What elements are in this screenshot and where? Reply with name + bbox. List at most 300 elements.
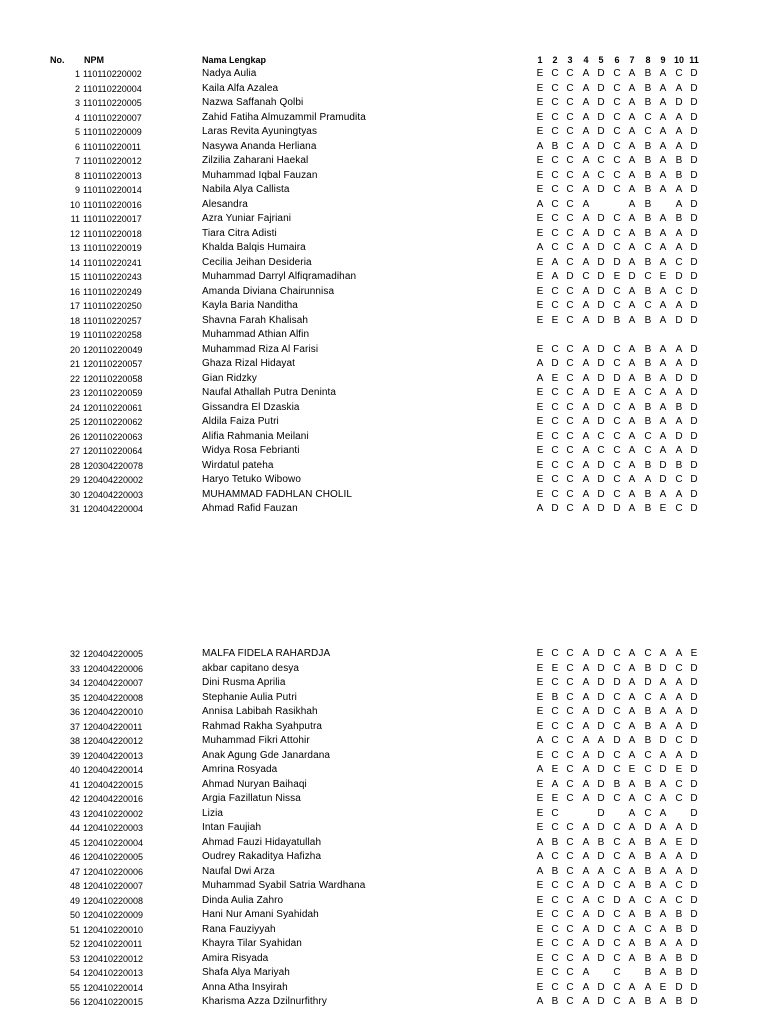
answer-q10: B [675, 401, 683, 413]
question-header-3: 3 [567, 55, 573, 65]
answer-q5: D [597, 372, 605, 384]
table-row [0, 488, 768, 503]
answer-q2: E [551, 662, 559, 674]
row-name: Amanda Diviana Chairunnisa [202, 285, 335, 297]
question-header-2: 2 [552, 55, 558, 65]
answer-q7: A [628, 503, 636, 514]
row-name: MALFA FIDELA RAHARDJA [202, 648, 331, 659]
answer-q6: C [613, 242, 621, 253]
row-number: 30 [69, 489, 80, 500]
answer-q7: A [628, 126, 636, 137]
answer-q2: C [551, 749, 559, 761]
answer-q4: A [582, 764, 590, 775]
answer-q2: C [551, 169, 559, 181]
table-row [0, 720, 768, 735]
table-row [0, 372, 768, 387]
answer-q1: A [536, 865, 544, 877]
answer-q7: A [628, 416, 636, 427]
answer-q4: A [582, 314, 590, 326]
row-npm: 120410220002 [83, 808, 144, 819]
answer-q10: A [675, 343, 683, 355]
table-row [0, 198, 768, 213]
answer-q8: B [644, 401, 652, 413]
answer-q4: A [582, 242, 590, 253]
answer-q1: E [536, 430, 544, 442]
answer-q1: A [536, 735, 544, 746]
answer-q9: A [659, 894, 667, 906]
answer-q4: A [582, 169, 590, 181]
answer-q11: D [690, 140, 698, 152]
answer-q8: B [644, 996, 652, 1007]
row-npm: 120410220012 [83, 953, 144, 964]
answer-q6: D [613, 503, 621, 514]
answer-q5: D [597, 822, 605, 833]
answer-q2: C [551, 909, 559, 920]
answer-q11: D [690, 459, 698, 471]
answer-q2: C [551, 952, 559, 964]
answer-q3: C [566, 372, 574, 384]
answer-q10: B [675, 169, 683, 181]
table-row [0, 183, 768, 198]
answer-q5: D [597, 285, 605, 297]
answer-q2: C [551, 807, 559, 819]
row-name: Muhammad Riza Al Farisi [202, 343, 319, 355]
row-npm: 110110220014 [83, 185, 142, 195]
row-npm: 110110220012 [83, 156, 142, 166]
answer-q11: D [690, 735, 698, 746]
answer-q7: A [628, 227, 636, 239]
answer-q5: D [597, 720, 605, 732]
answer-q11: D [690, 111, 698, 123]
answer-q4: A [582, 97, 590, 108]
answer-q6: C [613, 430, 621, 442]
question-header-9: 9 [660, 55, 666, 65]
answer-q3: C [566, 358, 574, 369]
row-name: Khayra Tilar Syahidan [202, 938, 302, 949]
question-header-11: 11 [689, 55, 699, 65]
row-npm: 120410220009 [83, 910, 144, 920]
answer-q10: A [675, 184, 683, 195]
answer-q10: E [675, 836, 683, 848]
answer-q8: B [644, 227, 652, 239]
answer-q6: C [613, 213, 621, 224]
answer-q3: C [566, 706, 574, 717]
row-number: 12 [69, 228, 80, 239]
answer-q3: C [566, 503, 574, 514]
answer-q2: C [551, 68, 559, 79]
row-npm: 120404220007 [83, 678, 144, 688]
answer-q9: D [659, 735, 667, 746]
answer-q3: C [566, 909, 574, 920]
answer-q6: C [613, 82, 621, 94]
answer-q7: A [628, 807, 636, 819]
answer-q8: C [644, 430, 652, 442]
answer-q6: C [613, 967, 621, 978]
answer-q9: A [659, 430, 667, 442]
answer-q11: D [690, 851, 698, 862]
row-name: Naufal Dwi Arza [202, 865, 275, 877]
answer-q10: C [675, 285, 683, 297]
answer-q2: C [551, 488, 559, 500]
answer-q7: A [628, 793, 636, 804]
row-name: Nabila Alya Callista [202, 184, 290, 195]
row-name: Lizia [202, 807, 224, 819]
answer-q11: D [690, 880, 698, 891]
answer-q3: C [566, 894, 574, 906]
row-number: 7 [74, 156, 80, 166]
answer-q9: A [659, 952, 667, 964]
answer-q8: C [644, 126, 652, 137]
answer-q11: D [690, 662, 698, 674]
answer-q8: D [644, 677, 652, 688]
answer-q7: A [628, 314, 636, 326]
answer-q4: A [582, 198, 590, 210]
row-npm: 110110220250 [83, 301, 142, 311]
answer-q6: E [613, 271, 621, 282]
answer-q7: A [628, 894, 636, 906]
answer-q7: A [628, 285, 636, 297]
answer-q7: A [628, 865, 636, 877]
row-number: 22 [69, 373, 80, 384]
row-number: 42 [69, 794, 80, 804]
answer-q9: A [659, 793, 667, 804]
answer-q10: D [675, 981, 683, 993]
answer-q1: E [536, 285, 544, 297]
row-npm: 120404220003 [83, 489, 144, 500]
row-name: Khalda Balqis Humaira [202, 242, 306, 253]
answer-q9: A [659, 909, 667, 920]
answer-q11 [687, 328, 701, 343]
row-npm: 110110220016 [83, 199, 142, 210]
answer-q5: A [597, 865, 605, 877]
answer-q9: A [659, 256, 667, 268]
table-row [0, 691, 768, 706]
answer-q7: A [628, 474, 636, 485]
answer-q1: E [536, 662, 544, 674]
answer-q7: A [628, 851, 636, 862]
answer-q11: D [690, 488, 698, 500]
answer-q7: A [628, 459, 636, 471]
answer-q5: D [597, 793, 605, 804]
answer-q6 [610, 328, 624, 343]
answer-q6: C [613, 851, 621, 862]
answer-q6: D [613, 677, 621, 688]
answer-q8: C [644, 648, 652, 659]
answer-q2: C [551, 416, 559, 427]
answer-q4: A [582, 111, 590, 123]
answer-q6: C [613, 720, 621, 732]
row-number: 26 [69, 431, 80, 442]
answer-q9: A [659, 68, 667, 79]
answer-q11: D [690, 822, 698, 833]
answer-q3: C [566, 662, 574, 674]
answer-q11: D [690, 474, 698, 485]
answer-q10: B [675, 923, 683, 935]
answer-q11: D [690, 387, 698, 398]
answer-q5: D [597, 880, 605, 891]
answer-q7: A [628, 155, 636, 166]
row-name: Nadya Aulia [202, 68, 257, 79]
row-number: 35 [69, 692, 80, 703]
table-row [0, 444, 768, 459]
answer-q8: C [644, 923, 652, 935]
answer-q1: E [536, 967, 544, 978]
row-npm: 110110220241 [83, 257, 142, 268]
answer-q1: E [536, 314, 544, 326]
table-row [0, 96, 768, 111]
row-name: Kaila Alfa Azalea [202, 82, 279, 94]
answer-q5: D [597, 242, 605, 253]
answer-q1: E [536, 213, 544, 224]
row-npm: 110110220257 [83, 315, 142, 326]
table-row [0, 778, 768, 793]
answer-q9: A [659, 938, 667, 949]
answer-q5: D [597, 764, 605, 775]
answer-q1: E [536, 169, 544, 181]
answer-q2: C [551, 677, 559, 688]
answer-q8: C [644, 749, 652, 761]
answer-q6: C [613, 445, 621, 456]
answer-q4: A [582, 401, 590, 413]
answer-q4: A [582, 836, 590, 848]
row-npm: 110110220009 [83, 127, 142, 137]
answer-q1: A [536, 198, 544, 210]
answer-q3: C [566, 140, 574, 152]
answer-q9: A [659, 314, 667, 326]
answer-q8: A [644, 474, 652, 485]
answer-q9: A [659, 416, 667, 427]
table-row [0, 299, 768, 314]
answer-q6: C [613, 706, 621, 717]
answer-q6: C [613, 952, 621, 964]
answer-q5: D [597, 300, 605, 311]
answer-q4: A [582, 851, 590, 862]
answer-q11: D [690, 952, 698, 964]
answer-q7: A [628, 300, 636, 311]
answer-q2: B [551, 691, 559, 703]
answer-q2: B [551, 836, 559, 848]
answer-q4: A [582, 662, 590, 674]
answer-q5: D [597, 184, 605, 195]
row-npm: 110110220011 [83, 141, 142, 152]
answer-q7: A [628, 198, 636, 210]
row-npm: 120410220006 [83, 866, 144, 877]
answer-q8: C [644, 793, 652, 804]
answer-q9: D [659, 764, 667, 775]
row-number: 4 [74, 112, 80, 123]
row-number: 40 [69, 765, 80, 775]
answer-q2: C [551, 938, 559, 949]
table-row [0, 923, 768, 938]
answer-q7: A [628, 169, 636, 181]
answer-q1: E [536, 82, 544, 94]
answer-q8: B [644, 343, 652, 355]
row-number: 52 [69, 939, 80, 949]
answer-q7: A [628, 909, 636, 920]
row-name: Nasywa Ananda Herliana [202, 140, 317, 152]
answer-q7: A [628, 691, 636, 703]
answer-q4: A [582, 68, 590, 79]
answer-q4: A [582, 865, 590, 877]
answer-q7: A [628, 242, 636, 253]
table-row [0, 241, 768, 256]
answer-q3: C [566, 198, 574, 210]
answer-q4: A [582, 416, 590, 427]
answer-q4: A [582, 706, 590, 717]
answer-q2: C [551, 126, 559, 137]
row-number: 54 [69, 968, 80, 978]
answer-q4: A [582, 749, 590, 761]
answer-q9: A [659, 155, 667, 166]
answer-q10: B [675, 909, 683, 920]
answer-q9: A [659, 923, 667, 935]
table-row [0, 343, 768, 358]
answer-q6: D [613, 256, 621, 268]
answer-q3: C [566, 155, 574, 166]
answer-q1: E [536, 343, 544, 355]
header-no: No. [50, 55, 65, 65]
question-header-4: 4 [583, 55, 589, 65]
answer-q3: C [566, 851, 574, 862]
answer-q4: A [582, 126, 590, 137]
answer-q9: A [659, 851, 667, 862]
row-npm: 110110220007 [83, 112, 142, 123]
answer-q9: A [659, 372, 667, 384]
answer-q4: A [582, 227, 590, 239]
row-npm: 120110220061 [83, 402, 143, 413]
table-row [0, 734, 768, 749]
answer-q10: A [675, 198, 683, 210]
table-row [0, 995, 768, 1010]
answer-q7 [625, 966, 639, 981]
answer-q3: C [566, 68, 574, 79]
table-row [0, 256, 768, 271]
answer-q1: E [536, 126, 544, 137]
row-npm: 120410220011 [83, 939, 143, 949]
answer-q5: D [597, 952, 605, 964]
row-npm: 120110220059 [83, 388, 143, 398]
row-name: Rahmad Rakha Syahputra [202, 720, 323, 732]
row-npm: 120404220005 [83, 649, 144, 659]
answer-q8 [641, 328, 655, 343]
row-name: Gian Ridzky [202, 372, 258, 384]
answer-q7 [625, 328, 639, 343]
table-row [0, 227, 768, 242]
row-number: 19 [69, 330, 80, 340]
answer-q3: C [566, 923, 574, 935]
answer-q6: C [613, 938, 621, 949]
row-npm: 120410220014 [83, 982, 144, 993]
answer-q5: D [597, 227, 605, 239]
row-name: Shafa Alya Mariyah [202, 967, 290, 978]
answer-q5: D [597, 996, 605, 1007]
answer-q3: C [566, 691, 574, 703]
answer-q5: D [597, 68, 605, 79]
answer-q6: C [613, 227, 621, 239]
table-row [0, 430, 768, 445]
answer-q6: C [613, 97, 621, 108]
answer-q8: B [644, 198, 652, 210]
answer-q10: E [675, 764, 683, 775]
answer-q9: A [659, 967, 667, 978]
answer-q11: D [690, 314, 698, 326]
row-name: Muhammad Syabil Satria Wardhana [202, 880, 366, 891]
answer-q9: D [659, 459, 667, 471]
answer-q3: D [566, 271, 574, 282]
answer-q10: B [675, 213, 683, 224]
question-header-8: 8 [645, 55, 651, 65]
answer-q2: C [551, 880, 559, 891]
row-npm: 120110220049 [83, 344, 143, 355]
table-row [0, 676, 768, 691]
answer-q2: C [551, 459, 559, 471]
answer-q2: C [551, 155, 559, 166]
answer-q2: C [551, 300, 559, 311]
answer-q1: E [536, 271, 544, 282]
answer-q5: D [597, 416, 605, 427]
row-name: Tiara Citra Adisti [202, 227, 277, 239]
answer-q3: C [566, 880, 574, 891]
answer-q10 [672, 807, 686, 822]
header-nama-lengkap: Nama Lengkap [202, 55, 267, 65]
answer-q2: C [551, 285, 559, 297]
answer-q1: E [536, 488, 544, 500]
answer-q1: E [536, 894, 544, 906]
answer-q8: B [644, 909, 652, 920]
answer-q9: A [659, 749, 667, 761]
row-number: 16 [69, 286, 80, 297]
answer-q3: C [566, 938, 574, 949]
answer-q7: A [628, 952, 636, 964]
row-name: Cecilia Jeihan Desideria [202, 256, 312, 268]
answer-q2: C [551, 894, 559, 906]
answer-q3: C [566, 474, 574, 485]
answer-q4: A [582, 735, 590, 746]
answer-q10: A [675, 82, 683, 94]
table-row [0, 952, 768, 967]
answer-q3: C [566, 648, 574, 659]
answer-q1: E [536, 97, 544, 108]
answer-q2: C [551, 706, 559, 717]
row-name: akbar capitano desya [202, 662, 300, 674]
answer-q9: A [659, 807, 667, 819]
answer-q5: B [597, 836, 605, 848]
row-number: 9 [74, 185, 80, 195]
row-npm: 120410220004 [83, 837, 144, 848]
answer-q9: D [659, 474, 667, 485]
answer-q8: C [644, 111, 652, 123]
answer-q9: A [659, 300, 667, 311]
answer-q3: C [566, 82, 574, 94]
answer-q7: A [628, 836, 636, 848]
answer-q4: A [582, 778, 590, 790]
question-header-5: 5 [598, 55, 604, 65]
answer-q7: A [628, 111, 636, 123]
row-number: 46 [69, 852, 80, 862]
answer-q3: C [566, 256, 574, 268]
answer-q1: A [536, 358, 544, 369]
answer-q5: D [597, 82, 605, 94]
answer-q6: C [613, 880, 621, 891]
table-row [0, 140, 768, 155]
table-row [0, 865, 768, 880]
row-name: MUHAMMAD FADHLAN CHOLIL [202, 488, 353, 500]
row-name: Zilzilia Zaharani Haekal [202, 155, 309, 166]
answer-q4: A [582, 981, 590, 993]
answer-q2: C [551, 227, 559, 239]
answer-q11: D [690, 169, 698, 181]
answer-q1: E [536, 184, 544, 195]
